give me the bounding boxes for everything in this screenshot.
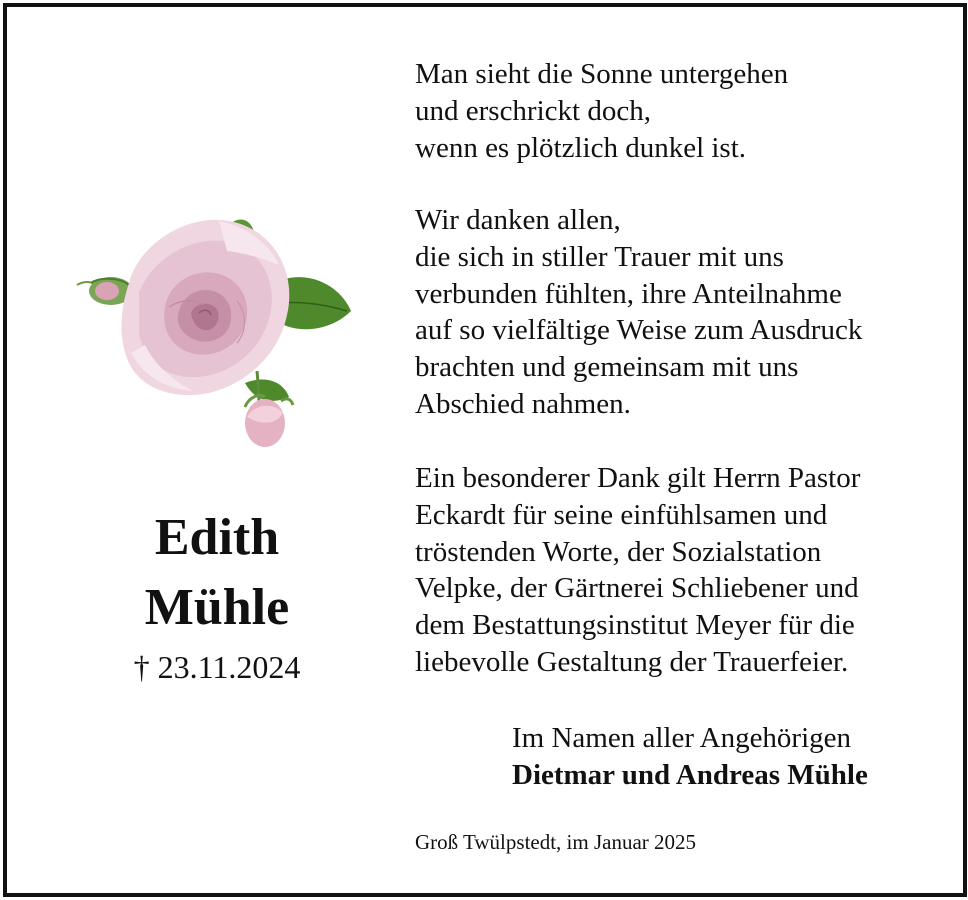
place-date: Groß Twülpstedt, im Januar 2025 bbox=[415, 830, 697, 854]
thanks-line: Abschied nahmen. bbox=[415, 387, 631, 420]
special-thanks-line: Velpke, der Gärtnerei Schliebener und bbox=[415, 572, 859, 605]
signature-names: Dietmar und Andreas Mühle bbox=[512, 759, 868, 791]
poem-line: Man sieht die Sonne untergehen bbox=[415, 58, 789, 90]
poem-line: wenn es plötzlich dunkel ist. bbox=[415, 131, 747, 164]
thanks-paragraph bbox=[415, 202, 862, 423]
death-date: † 23.11.2024 bbox=[133, 649, 301, 685]
thanks-line: Wir danken allen, bbox=[415, 204, 621, 236]
deceased-last-name: Mühle bbox=[144, 579, 290, 636]
poem-stanza bbox=[415, 56, 788, 166]
signature-intro: Im Namen aller Angehörigen bbox=[512, 722, 852, 754]
special-thanks-paragraph bbox=[415, 460, 860, 681]
special-thanks-line: Eckardt für seine einfühlsamen und bbox=[415, 498, 828, 531]
rose-flower-icon bbox=[69, 203, 359, 458]
special-thanks-line: tröstenden Worte, der Sozialstation bbox=[415, 535, 822, 568]
thanks-line: auf so vielfältige Weise zum Ausdruck bbox=[415, 314, 863, 347]
thanks-line: verbunden fühlten, ihre Anteilnahme bbox=[415, 277, 842, 310]
special-thanks-line: liebevolle Gestaltung der Trauerfeier. bbox=[415, 645, 849, 678]
obituary-frame bbox=[3, 3, 967, 897]
thanks-line: die sich in stiller Trauer mit uns bbox=[415, 240, 784, 273]
signature-block bbox=[512, 720, 868, 794]
special-thanks-line: dem Bestattungsinstitut Meyer für die bbox=[415, 609, 855, 642]
special-thanks-line: Ein besonderer Dank gilt Herrn Pastor bbox=[415, 462, 861, 494]
thanks-line: brachten und gemeinsam mit uns bbox=[415, 351, 799, 384]
deceased-first-name: Edith bbox=[154, 509, 280, 566]
poem-line: und erschrickt doch, bbox=[415, 94, 651, 127]
